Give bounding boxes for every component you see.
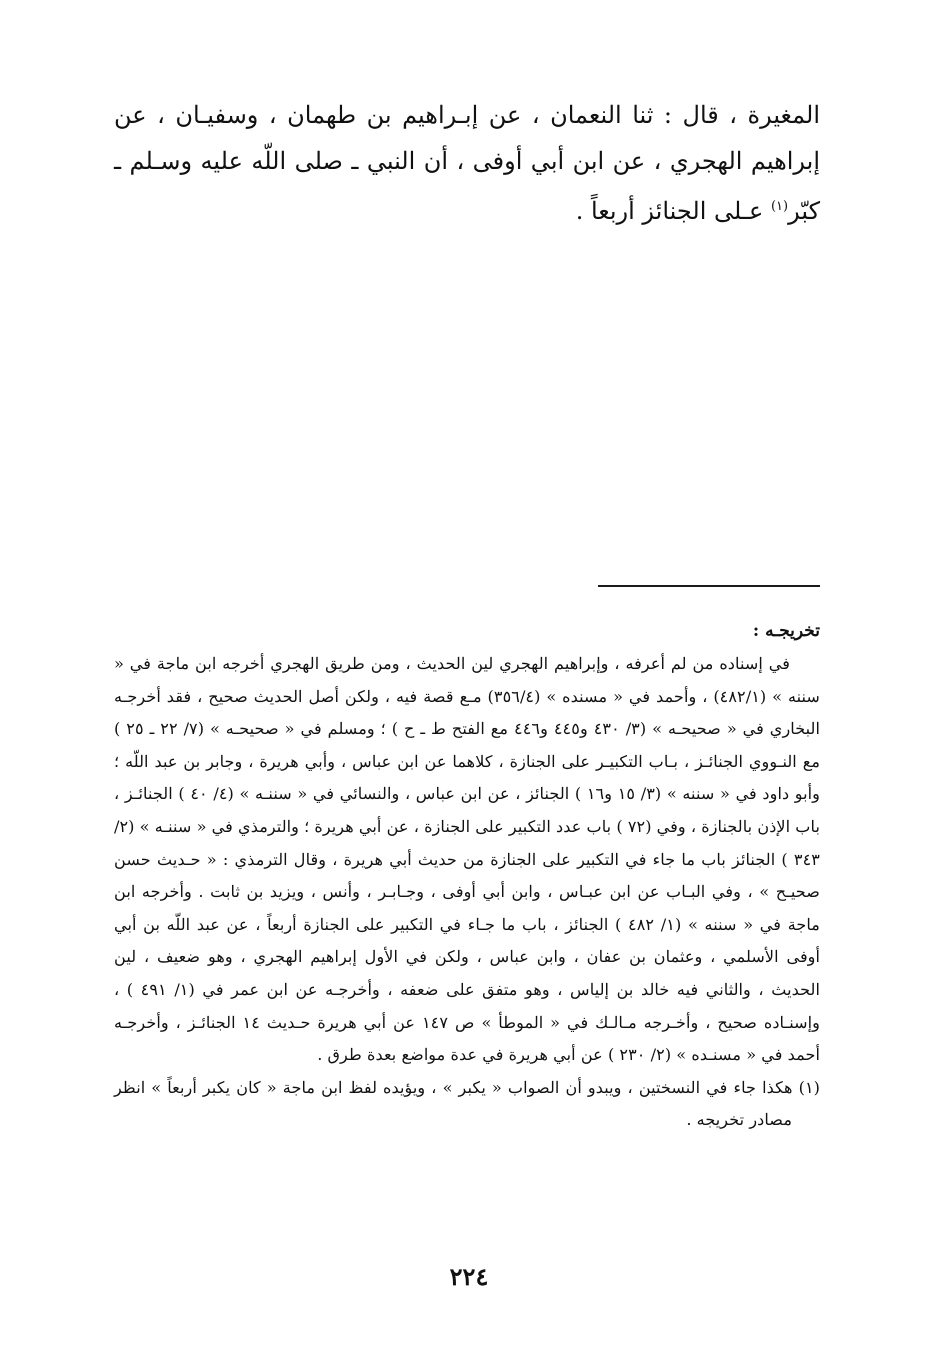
footnote-1-marker: (١) bbox=[798, 1077, 820, 1097]
footnote-separator-rule bbox=[598, 585, 820, 587]
footnote-reference: (١) bbox=[770, 199, 789, 214]
main-paragraph bbox=[114, 92, 820, 234]
main-paragraph-end: عـلى الجنائز أربعاً . bbox=[575, 197, 771, 225]
footnote-1 bbox=[114, 1072, 820, 1137]
footnote-1-text: هكذا جاء في النسختين ، ويبدو أن الصواب « يكبر » ، ويؤيده لفظ ابن ماجة « كان يكبر أربعاً » انظر مصادر تخريجه . bbox=[114, 1077, 799, 1130]
page-number: ٢٢٤ bbox=[449, 1262, 489, 1291]
takhrij-body: في إسناده من لم أعرفه ، وإبراهيم الهجري لين الحديث ، ومن طريق الهجري أخرجه ابن ماجة في « سننه » (٤٨٢/١) ، وأحمد في « مسنده » (٣٥٦/٤) مـع قصة فيه ، ولكن أصل الحديث صحيح ، فقد أخرجـه البخاري في « صحيحـه » (٣/ ٤٣٠ و٤٤٥ و٤٤٦ مع الفتح ط ـ ح ) ؛ ومسلم في « صحيحـه » (٧/ ٢٢ ـ ٢٥ ) مع النـووي الجنائـز ، بـاب التكبيـر على الجنازة ، كلاهما عن ابن عباس ، وأبي هريرة ، وجابر بن عبد اللّه ؛ وأبو داود في « سننه » (٣/ ١٥ و١٦ ) الجنائز ، عن ابن عباس ، والنسائي في « سننـه » (٤/ ٤٠ ) الجنائـز ، باب الإذن بالجنازة ، وفي (٧٢ ) باب عدد التكبير على الجنازة ، عن أبي هريرة ؛ والترمذي في « سننـه » (٢/ ٣٤٣ ) الجنائز باب ما جاء في التكبير على الجنازة من حديث أبي هريرة ، وقال الترمذي : « حـديث حسن صحيـح » ، وفي البـاب عن ابن عبـاس ، وابن أبي أوفى ، وجـابـر ، وأنس ، ويزيد بن ثابت . وأخرجه ابن ماجة في « سننه » (١/ ٤٨٢ ) الجنائز ، باب ما جـاء في التكبير على الجنازة أربعاً ، عن عبد اللّه بن أبي أوفى الأسلمي ، وعثمان بن عفان ، وابن عباس ، ولكن في الأول إبراهيم الهجري ، وهو ضعيف ، لين الحديث ، والثاني فيه خالد بن إلياس ، وهو متفق على ضعفه ، وأخرجـه عن ابن عمر في (١/ ٤٩١ ) ، وإسنـاده صحيح ، وأخـرجه مـالـك في « الموطأ » ص ١٤٧ عن أبي هريرة حـديث ١٤ الجنائـز ، وأخرجـه أحمد في « مسنـده » (٢/ ٢٣٠ ) عن أبي هريرة في عدة مواضع بعدة طرق . bbox=[114, 654, 820, 1065]
takhrij-heading: تخريجـه : bbox=[752, 621, 820, 641]
main-paragraph-text: المغيرة ، قال : ثنا النعمان ، عن إبـراهيم بن طهمان ، وسفيـان ، عن إبراهيم الهجري ، عن ابن أبي أوفى ، أن النبي ـ صلى اللّه عليه وسـلم ـ كبّر bbox=[114, 101, 820, 225]
main-text-block bbox=[114, 92, 820, 234]
footnotes-section bbox=[114, 614, 820, 1137]
